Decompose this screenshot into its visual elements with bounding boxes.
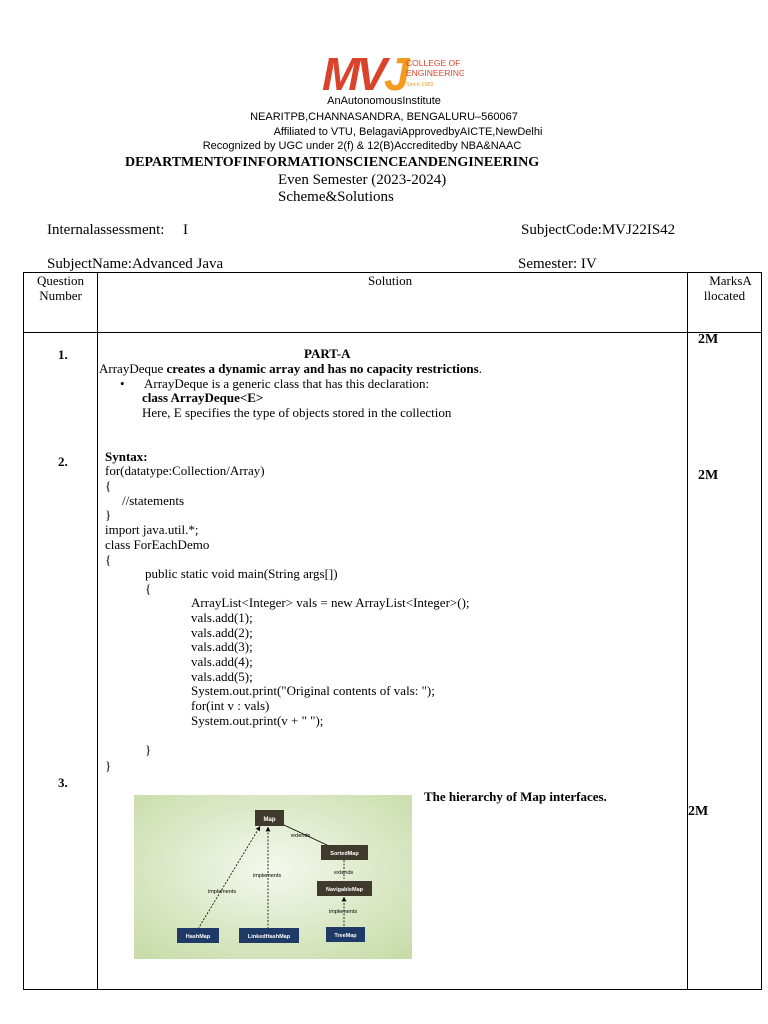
svg-text:NavigableMap: NavigableMap [326, 887, 363, 893]
q1-bullet: • ArrayDeque is a generic class that has this declaration: [120, 376, 430, 391]
code-line: //statements [122, 493, 185, 508]
code-line: for(int v : vals) [191, 698, 270, 713]
code-line: vals.add(1); [191, 610, 253, 625]
col-header-solution: Solution [368, 273, 413, 288]
logo-text-2: ENGINEERING [406, 68, 464, 78]
svg-text:J: J [384, 48, 410, 96]
code-line: vals.add(5); [191, 669, 253, 684]
code-line: } [145, 742, 152, 757]
code-line: System.out.print("Original contents of vals: "); [191, 683, 435, 698]
code-line: public static void main(String args[]) [145, 566, 338, 581]
scheme-line: Scheme&Solutions [278, 189, 394, 205]
q1-number: 1. [58, 347, 68, 362]
syntax-label: Syntax: [105, 449, 148, 464]
label-extends-2: extends [334, 870, 354, 876]
code-line: vals.add(4); [191, 654, 253, 669]
logo-text-1: COLLEGE OF [406, 58, 461, 68]
q1-declaration: class ArrayDeque<E> [142, 390, 264, 405]
code-line: vals.add(2); [191, 625, 253, 640]
diagram-node-linkedhashmap [239, 928, 299, 943]
q3-caption: The hierarchy of Map interfaces. [424, 789, 607, 804]
svg-text:MV: MV [322, 48, 383, 96]
svg-text:SortedMap: SortedMap [330, 851, 359, 857]
code-line: } [105, 758, 112, 773]
svg-text:HashMap: HashMap [185, 934, 211, 940]
header-line-3: Affiliated to VTU, BelagaviApprovedbyAICTE,NewDelhi [273, 126, 543, 138]
diagram-node-treemap [326, 927, 365, 942]
svg-text:LinkedHashMap: LinkedHashMap [247, 934, 291, 940]
label-implements-2: implements [253, 873, 282, 879]
subject-name: SubjectName:Advanced Java [47, 256, 224, 272]
q1-note: Here, E specifies the type of objects stored in the collection [142, 405, 452, 420]
part-a-heading: PART-A [304, 346, 351, 361]
q3-number: 3. [58, 775, 68, 790]
q3-marks: 2M [688, 804, 709, 819]
assessment-label: Internalassessment: [47, 222, 165, 238]
diagram-node-map [255, 810, 284, 826]
label-implements-3: implements [329, 909, 358, 915]
header-line-1: AnAutonomousInstitute [327, 95, 441, 107]
label-implements-1: implements [208, 889, 237, 895]
header-line-2: NEARITPB,CHANNASANDRA, BENGALURU–560067 [250, 111, 518, 123]
code-line: } [105, 507, 112, 522]
col-header-marks: MarksA llocated [703, 273, 752, 303]
code-line: { [145, 581, 152, 596]
department-title: DEPARTMENTOFINFORMATIONSCIENCEANDENGINEERING [125, 155, 540, 170]
college-logo [322, 46, 464, 96]
semester-line: Even Semester (2023-2024) [278, 172, 447, 188]
svg-text:TreeMap: TreeMap [334, 933, 357, 939]
map-hierarchy-diagram [134, 795, 412, 959]
semester: Semester: IV [518, 256, 597, 272]
code-line: System.out.print(v + " "); [191, 713, 324, 728]
svg-text:Map: Map [263, 817, 276, 823]
q2-number: 2. [58, 454, 68, 469]
header-line-4: Recognized by UGC under 2(f) & 12(B)Accreditedby NBA&NAAC [202, 140, 522, 152]
q1-line1: ArrayDeque creates a dynamic array and has no capacity restrictions. [99, 361, 482, 376]
subject-code: SubjectCode:MVJ22IS42 [521, 222, 676, 238]
code-line: class ForEachDemo [105, 537, 210, 552]
code-line: vals.add(3); [191, 639, 253, 654]
code-line: { [105, 478, 112, 493]
col-header-question: Question Number [37, 273, 84, 303]
q1-marks: 2M [698, 332, 719, 347]
diagram-node-hashmap [177, 928, 219, 943]
code-line: import java.util.*; [105, 522, 199, 537]
diagram-node-navigablemap [317, 881, 372, 896]
diagram-node-sortedmap [321, 845, 368, 860]
q2-marks: 2M [698, 468, 719, 483]
label-extends-1: extends [291, 833, 311, 839]
logo-since: Since 1982 [406, 82, 434, 88]
code-line: for(datatype:Collection/Array) [105, 463, 265, 478]
code-line: ArrayList<Integer> vals = new ArrayList<Integer>(); [191, 595, 470, 610]
code-line: { [105, 552, 112, 567]
assessment-value: I [183, 222, 188, 238]
